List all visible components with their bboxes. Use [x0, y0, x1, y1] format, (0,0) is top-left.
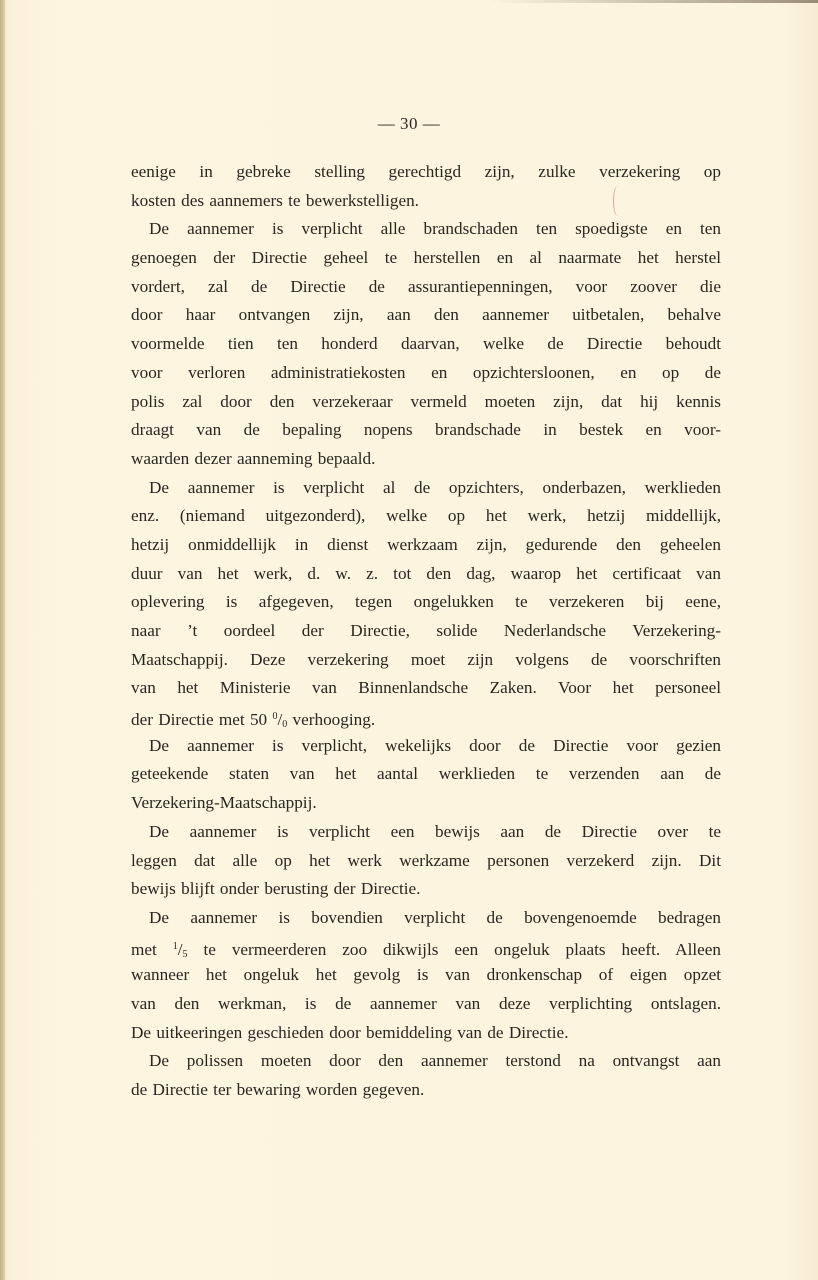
- text-line: De aannemer is verplicht, wekelijks door de Directie voor gezien: [149, 735, 721, 755]
- text-line: van het Ministerie van Binnenlandsche Zaken. Voor het personeel: [131, 678, 721, 698]
- text-line: genoegen der Directie geheel te herstellen en al naarmate het herstel: [131, 248, 721, 268]
- text-line: enz. (niemand uitgezonderd), welke op het werk, hetzij middellijk,: [131, 506, 721, 526]
- text-line: bewijs blijft onder berusting der Directie.: [131, 879, 421, 899]
- body-text: [131, 158, 721, 1105]
- text-line: kosten des aannemers te bewerkstelligen.: [131, 190, 419, 210]
- text-span: te vermeerderen zoo dikwijls een ongeluk plaats heeft. Alleen: [187, 939, 721, 959]
- text-span: verhooging.: [287, 710, 376, 730]
- paragraph-proof-of-insurance: [131, 818, 721, 904]
- page-top-shadow: [488, 0, 818, 3]
- percent-sign-upper: 0: [272, 711, 278, 723]
- paragraph-accident-insurance: [131, 474, 721, 732]
- paragraph-continued: [131, 158, 721, 215]
- text-line: Verzekering-Maatschappij.: [131, 793, 317, 813]
- text-line: De aannemer is verplicht al de opzichters, onderbazen, werklieden: [149, 477, 721, 497]
- text-line: door haar ontvangen zijn, aan den aannemer uitbetalen, behalve: [131, 305, 721, 325]
- text-span: met: [131, 939, 173, 959]
- book-spine-edge: [0, 0, 5, 1280]
- paragraph-policies: [131, 1047, 721, 1104]
- text-line: De aannemer is bovendien verplicht de bovengenoemde bedragen: [149, 907, 721, 927]
- paragraph-fire-damage: [131, 215, 721, 473]
- text-line: De aannemer is verplicht een bewijs aan de Directie over te: [149, 821, 721, 841]
- text-line: naar ’t oordeel der Directie, solide Nederlandsche Verzekering-: [131, 621, 721, 640]
- percent-sign-lower: 0: [282, 719, 288, 731]
- text-line: geteekende staten van het aantal werklieden te verzenden aan de: [131, 764, 721, 784]
- text-line: oplevering is afgegeven, tegen ongelukken te verzekeren bij eene,: [131, 592, 721, 612]
- text-line: Maatschappij. Deze verzekering moet zijn volgens de voorschriften: [131, 649, 721, 669]
- text-line: [131, 703, 721, 732]
- text-line: De aannemer is verplicht alle brandschaden ten spoedigste en ten: [149, 219, 721, 239]
- text-line: leggen dat alle op het werk werkzame personen verzekerd zijn. Dit: [131, 850, 721, 870]
- fraction-slash: /: [177, 939, 183, 959]
- text-line: waarden dezer aanneming bepaald.: [131, 448, 376, 468]
- text-line: voor verloren administratiekosten en opzichtersloonen, en op de: [131, 362, 721, 382]
- text-line: voormelde tien ten honderd daarvan, welke de Directie behoudt: [131, 334, 721, 354]
- text-line: duur van het werk, d. w. z. tot den dag, waarop het certificaat van: [131, 563, 721, 583]
- text-line: vordert, zal de Directie de assurantiepenningen, voor zoover die: [131, 276, 721, 296]
- fraction-denominator: 5: [182, 948, 188, 960]
- paragraph-weekly-statements: [131, 732, 721, 818]
- text-line: De polissen moeten door den aannemer terstond na ontvangst aan: [149, 1051, 721, 1071]
- text-line: eenige in gebreke stelling gerechtigd zijn, zulke verzekering op: [131, 162, 721, 181]
- text-line: hetzij onmiddellijk in dienst werkzaam zijn, gedurende den geheelen: [131, 534, 721, 554]
- text-line: draagt van de bepaling nopens brandschade in bestek en voor-: [131, 420, 721, 440]
- text-line: De uitkeeringen geschieden door bemiddeling van de Directie.: [131, 1022, 569, 1042]
- percent-sign-slash: /: [277, 710, 283, 730]
- paragraph-surcharge: [131, 904, 721, 1047]
- text-line: [131, 933, 721, 962]
- text-line: wanneer het ongeluk het gevolg is van dronkenschap of eigen opzet: [131, 965, 721, 985]
- fraction-numerator: 1: [172, 940, 178, 952]
- text-line: van den werkman, is de aannemer van deze verplichting ontslagen.: [131, 993, 721, 1013]
- text-span: der Directie met 50: [131, 710, 273, 730]
- text-line: polis zal door den verzekeraar vermeld moeten zijn, dat hij kennis: [131, 391, 721, 411]
- text-line: de Directie ter bewaring worden gegeven.: [131, 1080, 425, 1099]
- page-number: — 30 —: [377, 114, 441, 133]
